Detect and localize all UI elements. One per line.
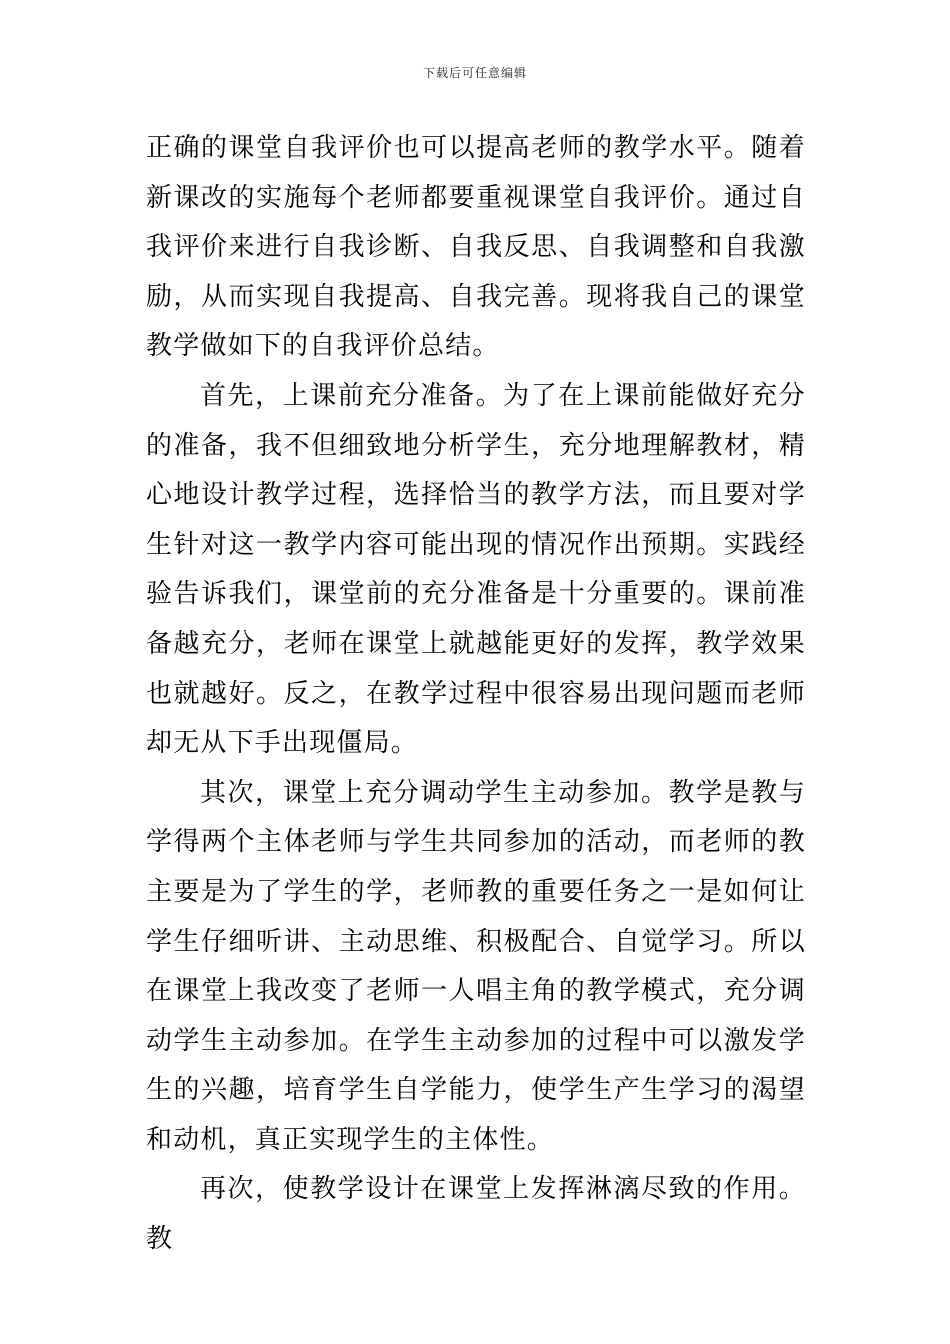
paragraph-2: 首先，上课前充分准备。为了在上课前能做好充分的准备，我不但细致地分析学生，充分地理解教材，精心地设计教学过程，选择恰当的教学方法，而且要对学生针对这一教学内容可能出现的情况作出预期。实践经验告诉我们，课堂前的充分准备是十分重要的。课前准备越充分，老师在课堂上就越能更好的发挥，教学效果也就越好。反之，在教学过程中很容易出现问题而老师却无从下手出现僵局。 (146, 380, 806, 759)
document-body (146, 124, 806, 1265)
paragraph-3: 其次，课堂上充分调动学生主动参加。教学是教与学得两个主体老师与学生共同参加的活动，而老师的教主要是为了学生的学，老师教的重要任务之一是如何让学生仔细听讲、主动思维、积极配合、自觉学习。所以在课堂上我改变了老师一人唱主角的教学模式，充分调动学生主动参加。在学生主动参加的过程中可以激发学生的兴趣，培育学生自学能力，使学生产生学习的渴望和动机，真正实现学生的主体性。 (146, 777, 806, 1155)
paragraph-4: 再次，使教学设计在课堂上发挥淋漓尽致的作用。教 (146, 1174, 806, 1255)
page-header-note: 下载后可任意编辑 (422, 66, 527, 80)
paragraph-1: 正确的课堂自我评价也可以提高老师的教学水平。随着新课改的实施每个老师都要重视课堂自我评价。通过自我评价来进行自我诊断、自我反思、自我调整和自我激励，从而实现自我提高、自我完善。现将我自己的课堂教学做如下的自我评价总结。 (146, 133, 806, 362)
